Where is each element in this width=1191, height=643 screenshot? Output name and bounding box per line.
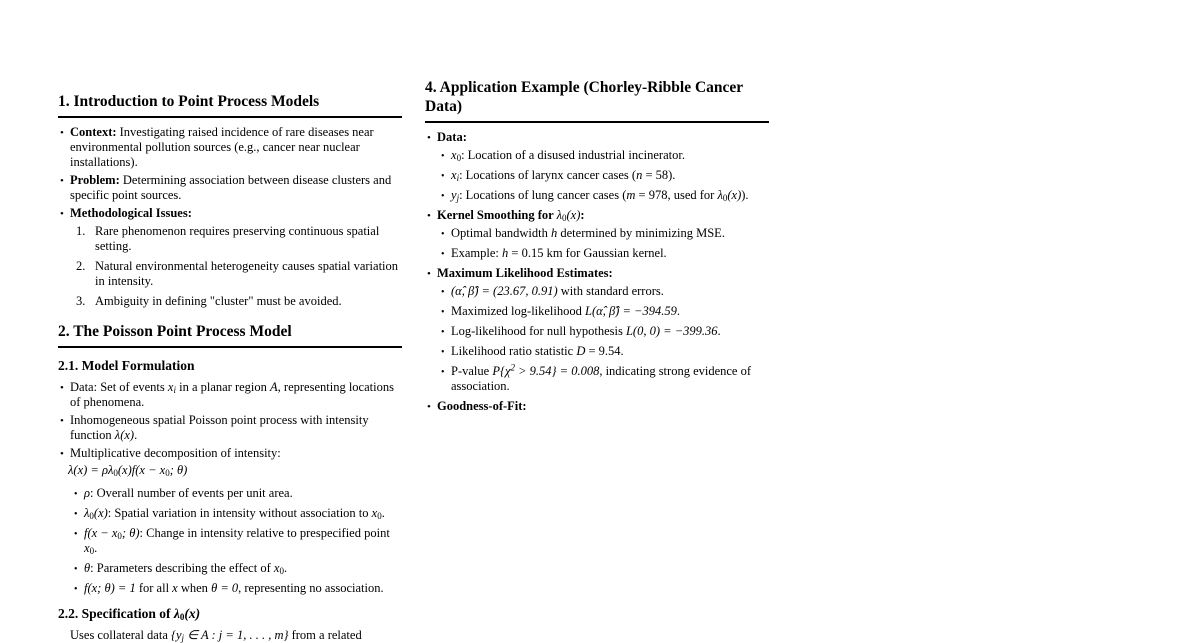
text-run: , representing no association. <box>238 581 384 595</box>
text-run: 0 <box>179 612 185 622</box>
text-run: for all <box>135 581 173 595</box>
text-run: 2.1. Model Formulation <box>58 358 195 373</box>
item-text <box>451 168 675 182</box>
text-run: , representing locations of phenomena. <box>70 380 394 409</box>
bullet-marker: • <box>60 414 64 427</box>
text-run: λ <box>173 606 180 621</box>
text-run: x <box>371 506 378 520</box>
text-run: Example: <box>451 246 503 260</box>
text-run: Data: Set of events <box>70 380 168 394</box>
list-item <box>437 226 769 241</box>
bullet-marker: • <box>427 267 431 280</box>
list-item <box>70 581 402 596</box>
bullet-list <box>58 380 402 596</box>
text-run: . <box>94 541 98 555</box>
text-run: P{χ <box>492 364 511 378</box>
text-run: . <box>134 428 138 442</box>
item-text <box>95 224 379 253</box>
text-run: λ <box>717 188 723 202</box>
section-heading <box>425 78 769 123</box>
text-run: n <box>636 168 643 182</box>
list-item <box>425 399 769 414</box>
list-item <box>70 224 402 254</box>
text-run: ). <box>741 188 749 202</box>
text-run: i <box>173 385 176 395</box>
text-run: : Change in intensity relative to prespecified point <box>139 526 390 540</box>
text-run: ; θ) <box>121 526 140 540</box>
bullet-marker: • <box>60 174 64 187</box>
text-run: : Overall number of events per unit area. <box>90 486 293 500</box>
text-run: Investigating raised incidence of rare diseases near environmental pollution sources (e.g., cancer near nuclear installations). <box>70 125 374 169</box>
list-item <box>58 446 402 596</box>
text-run: : Parameters describing the effect of <box>90 561 274 575</box>
text-run: θ = 0 <box>211 581 239 595</box>
text-run: ; θ) <box>169 463 188 477</box>
text-run: > 9.54} = 0.008 <box>514 364 600 378</box>
item-text <box>451 284 664 298</box>
text-run: 0 <box>377 511 382 521</box>
item-text <box>70 206 192 220</box>
item-text <box>437 208 585 222</box>
text-run: Uses collateral data <box>70 628 171 642</box>
list-item <box>58 413 402 443</box>
bullet-list <box>70 486 402 596</box>
text-run: 0 <box>89 511 94 521</box>
text-run: λ(x) <box>114 428 135 442</box>
text-run: Methodological Issues: <box>70 206 192 220</box>
bullet-marker: • <box>441 366 445 378</box>
item-text <box>451 344 624 358</box>
bullet-list <box>58 125 402 309</box>
text-run: 2. The Poisson Point Process Model <box>58 323 292 340</box>
text-run: f(x − x <box>84 526 118 540</box>
list-item <box>437 304 769 319</box>
bullet-marker: • <box>60 381 64 394</box>
bullet-marker: • <box>441 228 445 240</box>
bullet-marker: • <box>74 583 78 595</box>
text-run: λ <box>84 506 90 520</box>
item-text <box>84 561 287 575</box>
text-run: Determining association between disease clusters and specific point sources. <box>70 173 392 202</box>
text-run: 0 <box>722 193 728 203</box>
list-item <box>437 168 769 183</box>
list-item <box>425 130 769 203</box>
item-text <box>437 266 613 280</box>
bullet-marker: • <box>60 207 64 220</box>
text-run: : Locations of lung cancer cases ( <box>459 188 627 202</box>
item-text <box>84 581 384 595</box>
item-text <box>70 380 394 409</box>
text-run: Maximum Likelihood Estimates: <box>437 266 613 280</box>
text-run: (x) <box>184 606 201 621</box>
text-run: f(x; θ) = 1 <box>84 581 136 595</box>
bullet-marker: • <box>74 488 78 500</box>
item-text <box>84 526 390 555</box>
list-item <box>437 246 769 261</box>
text-run: . <box>381 506 385 520</box>
section-heading <box>58 92 402 118</box>
text-run: m <box>626 188 636 202</box>
text-run: . <box>283 561 288 575</box>
text-run: Rare phenomenon requires preserving continuous spatial setting. <box>95 224 380 253</box>
text-run: = 9.54. <box>585 344 624 358</box>
item-text <box>95 259 398 288</box>
text-run: 0 <box>117 531 122 541</box>
list-item <box>437 188 769 203</box>
text-run: Ambiguity in defining "cluster" must be avoided. <box>95 294 342 308</box>
number-marker: 3. <box>76 294 86 308</box>
text-run: in a planar region <box>175 380 271 394</box>
list-item <box>70 486 402 501</box>
text-run: , indicating strong evidence of association. <box>451 364 752 393</box>
list-item <box>425 208 769 261</box>
text-run: x <box>273 561 280 575</box>
bullet-marker: • <box>60 126 64 139</box>
bullet-marker: • <box>441 170 445 182</box>
list-item <box>70 259 402 289</box>
text-run: (x) <box>566 208 581 222</box>
text-run: λ <box>556 208 562 222</box>
bullet-marker: • <box>441 306 445 318</box>
bullet-list <box>425 130 769 414</box>
text-run: L(0, 0) = −399.36 <box>625 324 718 338</box>
paragraph <box>58 628 402 643</box>
text-run: (x) <box>93 506 108 520</box>
bullet-marker: • <box>441 286 445 298</box>
list-item <box>58 380 402 410</box>
bullet-marker: • <box>74 563 78 575</box>
text-run: y <box>451 188 457 202</box>
text-run: (α̂, β̂) = (23.67, 0.91) <box>451 284 558 298</box>
text-run: : Locations of larynx cancer cases ( <box>459 168 637 182</box>
item-text <box>84 486 293 500</box>
list-item <box>437 148 769 163</box>
text-run: = 978, used for <box>635 188 718 202</box>
bullet-marker: • <box>441 190 445 202</box>
text-run: Kernel Smoothing for <box>437 208 557 222</box>
text-run: Data: <box>437 130 467 144</box>
list-item <box>425 266 769 394</box>
text-run: 0 <box>89 546 95 556</box>
list-item <box>70 294 402 309</box>
text-run: P-value <box>451 364 493 378</box>
text-run: x <box>451 148 457 162</box>
text-run: j <box>456 193 460 203</box>
text-run: x <box>167 380 174 394</box>
number-marker: 2. <box>76 259 86 273</box>
text-run: from a related <box>288 628 362 642</box>
text-run: = 58). <box>642 168 676 182</box>
numbered-list <box>70 224 402 309</box>
item-text <box>437 399 527 413</box>
text-run: Context: <box>70 125 117 139</box>
list-item <box>70 561 402 576</box>
subsection-heading <box>58 357 402 374</box>
text-run: 2.2. Specification of <box>58 606 174 621</box>
text-run: x <box>451 168 457 182</box>
text-run: x <box>84 541 90 555</box>
text-run: with standard errors. <box>557 284 664 298</box>
text-run: = 0.15 km for Gaussian kernel. <box>508 246 667 260</box>
bullet-marker: • <box>441 150 445 162</box>
text-run: : Spatial variation in intensity without association to <box>107 506 372 520</box>
text-run: Natural environmental heterogeneity causes spatial variation in intensity. <box>95 259 399 288</box>
text-run: determined by minimizing MSE. <box>557 226 725 240</box>
text-run: λ(x) = ρλ <box>68 463 114 477</box>
item-text <box>451 304 680 318</box>
section-heading <box>58 322 402 348</box>
bullet-marker: • <box>60 447 64 460</box>
subsection-heading <box>58 605 402 622</box>
right-column <box>425 78 769 417</box>
bullet-marker: • <box>427 131 431 144</box>
text-run: ρ <box>84 486 90 500</box>
text-run: Inhomogeneous spatial Poisson point process with intensity function <box>70 413 369 442</box>
item-text <box>451 364 751 393</box>
item-text <box>70 125 374 169</box>
text-run: Maximized log-likelihood <box>451 304 586 318</box>
list-item <box>437 324 769 339</box>
text-run: (x)f(x − x <box>117 463 166 477</box>
text-run: i <box>456 173 460 183</box>
left-column <box>58 92 402 643</box>
item-text <box>451 324 721 338</box>
list-item <box>58 206 402 309</box>
text-run: x <box>172 581 178 595</box>
text-run: 1. Introduction to Point Process Models <box>58 93 320 110</box>
text-run: 0 <box>165 468 170 478</box>
text-run: Goodness-of-Fit: <box>437 399 527 413</box>
text-run: ∈ A : j = 1, . . . , m} <box>184 628 289 642</box>
list-item <box>437 344 769 359</box>
text-run: 0 <box>113 468 118 478</box>
bullet-marker: • <box>427 400 431 413</box>
text-run: Log-likelihood for null hypothesis <box>451 324 626 338</box>
text-run: A <box>270 380 278 394</box>
text-run: 0 <box>279 566 284 576</box>
item-text <box>70 173 391 202</box>
bullet-list <box>437 148 769 203</box>
text-run: h <box>551 226 558 240</box>
text-run: Multiplicative decomposition of intensity: <box>70 446 281 460</box>
text-run: θ <box>84 561 91 575</box>
item-text <box>70 413 369 442</box>
formula <box>68 463 402 478</box>
text-run: . <box>717 324 721 338</box>
list-item <box>58 173 402 203</box>
bullet-list <box>437 226 769 261</box>
text-run: 4. Application Example (Chorley-Ribble Cancer Data) <box>425 79 743 115</box>
item-text <box>451 148 685 162</box>
text-run: 0 <box>561 213 567 223</box>
text-run: Likelihood ratio statistic <box>451 344 577 358</box>
list-item <box>437 284 769 299</box>
list-item <box>58 125 402 170</box>
text-run: 0 <box>456 153 462 163</box>
number-marker: 1. <box>76 224 86 238</box>
text-run: : Location of a disused industrial incinerator. <box>461 148 685 162</box>
item-text <box>437 130 467 144</box>
text-run: : <box>580 208 585 222</box>
item-text <box>95 294 342 308</box>
text-run: L(α̂, β̂) = −394.59 <box>585 304 677 318</box>
item-text <box>451 246 667 260</box>
bullet-list <box>437 284 769 394</box>
text-run: h <box>502 246 509 260</box>
text-run: {y <box>171 628 182 642</box>
text-run: (x) <box>727 188 742 202</box>
bullet-marker: • <box>441 248 445 260</box>
item-text <box>451 226 725 240</box>
text-run: j <box>181 633 185 643</box>
text-run: when <box>177 581 212 595</box>
item-text <box>70 446 281 460</box>
list-item <box>70 526 402 556</box>
bullet-marker: • <box>441 326 445 338</box>
bullet-marker: • <box>74 528 78 540</box>
text-run: D <box>576 344 586 358</box>
text-run: 2 <box>510 362 515 373</box>
text-run: . <box>676 304 680 318</box>
bullet-marker: • <box>441 346 445 358</box>
list-item <box>70 506 402 521</box>
bullet-marker: • <box>427 209 431 222</box>
bullet-marker: • <box>74 508 78 520</box>
list-item <box>437 364 769 394</box>
text-run: Problem: <box>70 173 120 187</box>
item-text <box>84 506 385 520</box>
item-text <box>451 188 749 202</box>
text-run: Optimal bandwidth <box>451 226 551 240</box>
